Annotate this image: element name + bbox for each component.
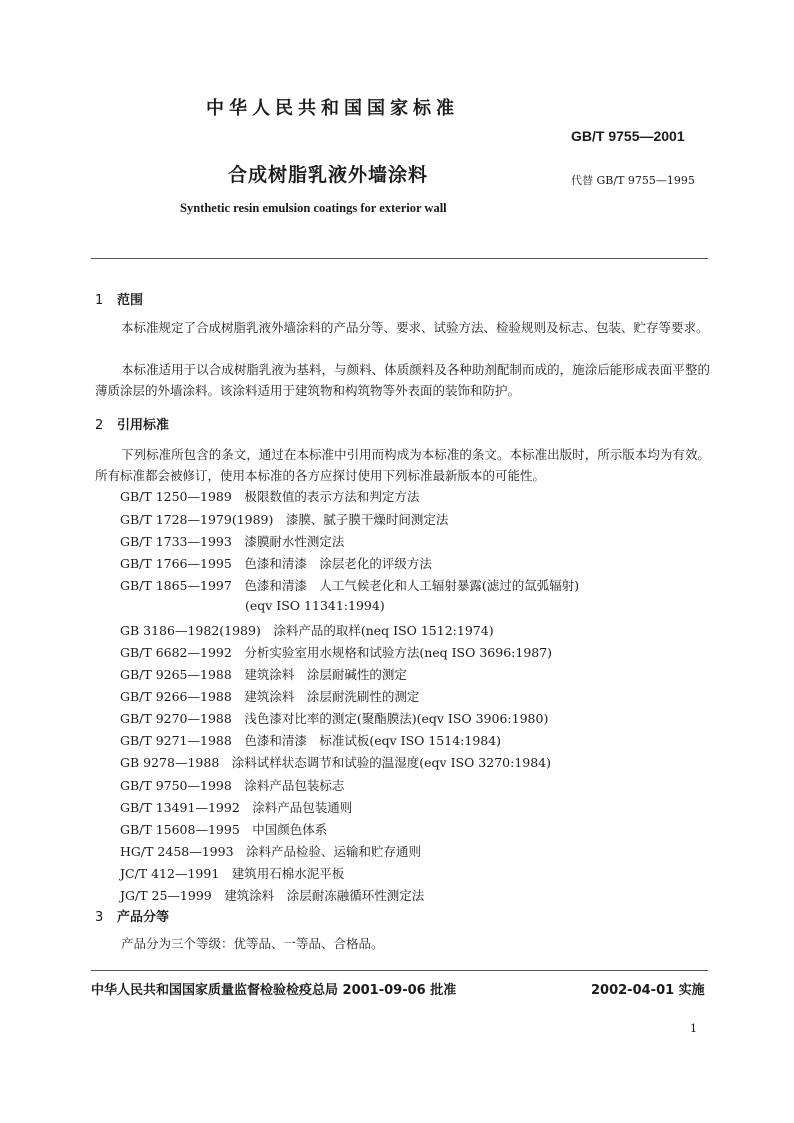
reference-item: HG/T 2458—1993 涂料产品检验、运输和贮存通则	[120, 844, 422, 859]
reference-item: GB/T 1733—1993 漆膜耐水性测定法	[120, 534, 345, 549]
reference-item: GB/T 1250—1989 极限数值的表示方法和判定方法	[120, 489, 420, 504]
approval-issuer: 中华人民共和国国家质量监督检验检疫总局 2001-09-06 批准	[91, 983, 457, 998]
reference-item: GB/T 6682—1992 分析实验室用水规格和试验方法(neq ISO 3696:1987)	[120, 645, 553, 660]
header-divider	[91, 258, 708, 259]
page-number: 1	[690, 1022, 697, 1035]
document-title-english: Synthetic resin emulsion coatings for exterior wall	[180, 201, 447, 215]
reference-item: GB/T 9750—1998 涂料产品包装标志	[120, 778, 345, 793]
section-2-heading	[95, 414, 169, 433]
reference-item: GB/T 9265—1988 建筑涂料 涂层耐碱性的测定	[120, 667, 407, 682]
section-title: 产品分等	[117, 910, 170, 925]
section-3-heading	[95, 906, 169, 925]
reference-item: GB/T 1865—1997 色漆和清漆 人工气候老化和人工辐射暴露(滤过的氙弧辐射)	[120, 578, 580, 593]
section-number: 2	[95, 418, 104, 433]
reference-item: JG/T 25—1999 建筑涂料 涂层耐冻融循环性测定法	[120, 888, 425, 903]
section-number: 1	[95, 293, 104, 308]
implementation-date: 2002-04-01 实施	[591, 983, 705, 998]
section-number: 3	[95, 910, 104, 925]
section-3-paragraph: 产品分为三个等级：优等品、一等品、合格品。	[121, 936, 384, 951]
reference-item: GB/T 9266—1988 建筑涂料 涂层耐洗刷性的测定	[120, 689, 420, 704]
reference-item: GB/T 13491—1992 涂料产品包装通则	[120, 800, 353, 815]
replaces-note: 代替 GB/T 9755—1995	[571, 174, 695, 187]
standard-code: GB/T 9755—2001	[571, 128, 685, 144]
section-2-intro: 下列标准所包含的条文，通过在本标准中引用而构成为本标准的条文。本标准出版时，所示版本均为有效。所有标准都会被修订，使用本标准的各方应探讨使用下列标准最新版本的可能性。	[95, 447, 710, 483]
reference-item: GB/T 1728—1979(1989) 漆膜、腻子膜干燥时间测定法	[120, 512, 449, 527]
reference-item: GB/T 1766—1995 色漆和清漆 涂层老化的评级方法	[120, 556, 432, 571]
reference-item: GB 3186—1982(1989) 涂料产品的取样(neq ISO 1512:1974)	[120, 623, 494, 638]
footer-divider	[91, 970, 708, 971]
reference-item: GB/T 15608—1995 中国颜色体系	[120, 822, 328, 837]
reference-item: GB/T 9270—1988 浅色漆对比率的测定(聚酯膜法)(eqv ISO 3906:1980)	[120, 711, 549, 726]
section-title: 范围	[117, 293, 144, 308]
reference-item: GB/T 9271—1988 色漆和清漆 标准试板(eqv ISO 1514:1984)	[120, 733, 502, 748]
reference-item: JC/T 412—1991 建筑用石棉水泥平板	[120, 866, 345, 881]
section-title: 引用标准	[117, 418, 170, 433]
reference-item-continuation: (eqv ISO 11341:1994)	[245, 598, 385, 613]
section-1-paragraph-1: 本标准规定了合成树脂乳液外墙涂料的产品分等、要求、试验方法、检验规则及标志、包装、贮存等要求。	[121, 320, 709, 335]
section-1-paragraph-2: 本标准适用于以合成树脂乳液为基料，与颜料、体质颜料及各种助剂配制而成的，施涂后能形成表面平整的薄质涂层的外墙涂料。该涂料适用于建筑物和构筑物等外表面的装饰和防护。	[95, 362, 710, 398]
national-standard-heading: 中华人民共和国国家标准	[206, 98, 459, 119]
document-title: 合成树脂乳液外墙涂料	[228, 164, 429, 186]
reference-item: GB 9278—1988 涂料试样状态调节和试验的温湿度(eqv ISO 3270:1984)	[120, 755, 552, 770]
section-1-heading	[95, 289, 143, 308]
